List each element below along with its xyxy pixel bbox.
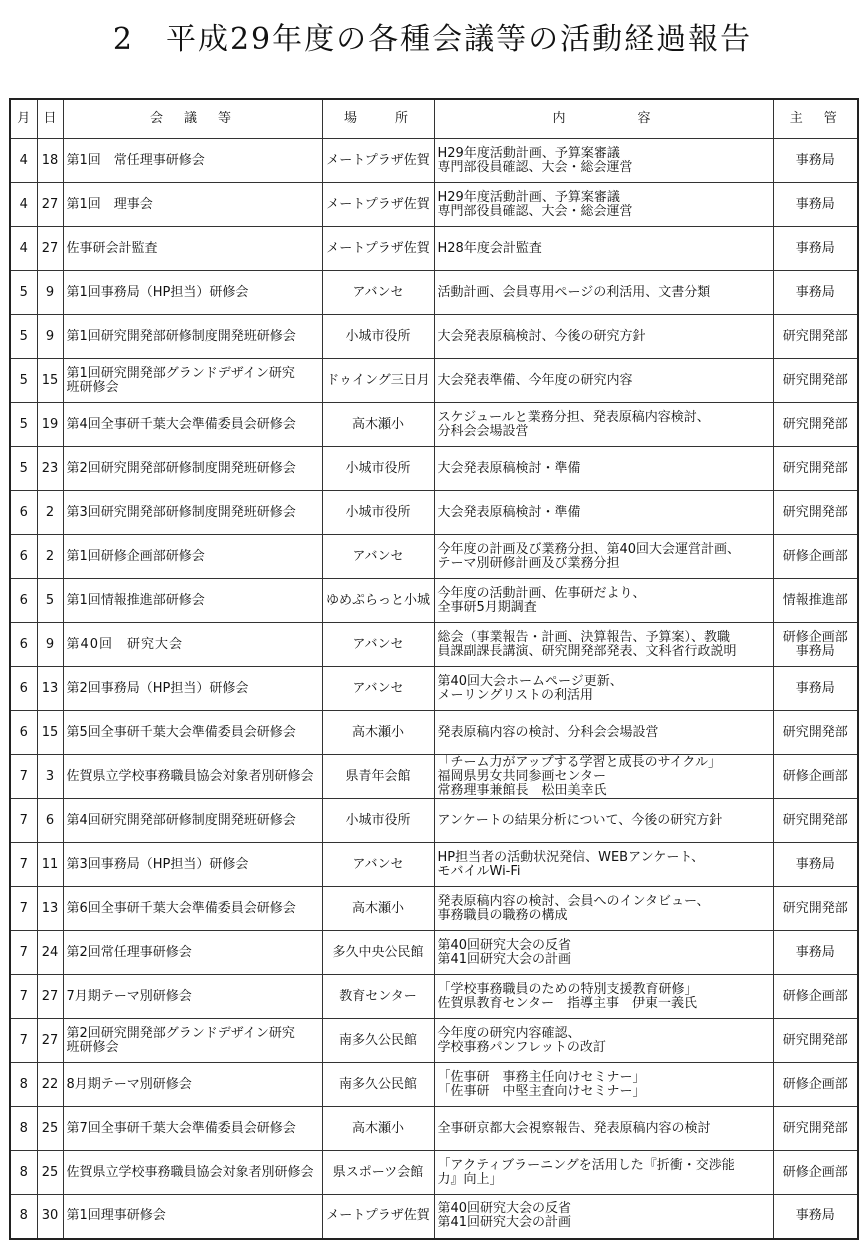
cell-content (434, 403, 773, 447)
cell-meeting-line: 第3回事務局（HP担当）研修会 (66, 856, 249, 872)
cell-organizer (773, 183, 858, 227)
cell-content-line: 員課副課長講演、研究開発部発表、文科省行政説明 (437, 643, 737, 659)
table-row (10, 1151, 858, 1195)
cell-month: 8 (10, 1063, 37, 1107)
cell-organizer (773, 579, 858, 623)
cell-day: 30 (37, 1195, 63, 1239)
cell-month: 6 (10, 535, 37, 579)
cell-content (434, 271, 773, 315)
cell-meeting (63, 1107, 322, 1151)
table-row (10, 1107, 858, 1151)
cell-organizer (773, 227, 858, 271)
cell-meeting (63, 359, 322, 403)
cell-day: 3 (37, 755, 63, 799)
cell-organizer (773, 359, 858, 403)
cell-month: 6 (10, 623, 37, 667)
cell-content (434, 755, 773, 799)
cell-place: 教育センター (322, 975, 434, 1019)
table-header-row (10, 99, 858, 139)
cell-place: アバンセ (322, 623, 434, 667)
cell-content-line: 大会発表原稿検討・準備 (437, 460, 581, 476)
cell-meeting-line: 第3回研究開発部研修制度開発班研修会 (66, 504, 296, 520)
cell-meeting-line: 班研修会 (66, 1039, 119, 1055)
cell-content-line: 総会（事業報告・計画、決算報告、予算案）、教職 (437, 629, 731, 645)
cell-meeting (63, 447, 322, 491)
cell-content-line: H29年度活動計画、予算案審議 (437, 145, 620, 161)
cell-month: 8 (10, 1195, 37, 1239)
cell-month: 4 (10, 183, 37, 227)
cell-content-line: 福岡県男女共同参画センター (437, 768, 606, 784)
cell-day: 27 (37, 975, 63, 1019)
cell-place: 高木瀬小 (322, 711, 434, 755)
cell-content (434, 491, 773, 535)
cell-content-line: モバイルWi-Fi (437, 863, 521, 879)
table-row (10, 1063, 858, 1107)
cell-meeting-line: 第5回全事研千葉大会準備委員会研修会 (66, 724, 296, 740)
cell-content-line: 力』向上」 (437, 1171, 503, 1187)
cell-day: 15 (37, 359, 63, 403)
cell-content-line: 学校事務パンフレットの改訂 (437, 1039, 606, 1055)
cell-month: 7 (10, 975, 37, 1019)
cell-content-line: 大会発表準備、今年度の研究内容 (437, 372, 633, 388)
cell-content (434, 183, 773, 227)
cell-month: 5 (10, 403, 37, 447)
cell-organizer-line: 研究開発部 (782, 900, 848, 916)
cell-day: 18 (37, 139, 63, 183)
cell-organizer-line: 事務局 (795, 152, 835, 168)
cell-organizer (773, 799, 858, 843)
cell-organizer-line: 研修企画部 (782, 629, 848, 645)
table-row (10, 447, 858, 491)
cell-content-line: 第40回研究大会の反省 (437, 937, 572, 953)
cell-place: ドゥイング三日月 (322, 359, 434, 403)
cell-content-line: 全事研5月期調査 (437, 599, 537, 615)
cell-day: 19 (37, 403, 63, 447)
cell-day: 9 (37, 271, 63, 315)
cell-meeting (63, 1151, 322, 1195)
cell-organizer (773, 975, 858, 1019)
cell-place: アバンセ (322, 667, 434, 711)
cell-meeting-line: 第2回常任理事研修会 (66, 944, 192, 960)
cell-content (434, 359, 773, 403)
cell-day: 27 (37, 183, 63, 227)
cell-organizer-line: 研修企画部 (782, 988, 848, 1004)
cell-month: 5 (10, 315, 37, 359)
cell-place: アバンセ (322, 843, 434, 887)
cell-meeting-line: 第1回事務局（HP担当）研修会 (66, 284, 249, 300)
cell-meeting-line: 第1回研究開発部グランドデザイン研究 (66, 365, 295, 381)
cell-content (434, 535, 773, 579)
table-row (10, 227, 858, 271)
cell-content-line: スケジュールと業務分担、発表原稿内容検討、 (437, 409, 710, 425)
cell-meeting-line: 第1回 常任理事研修会 (66, 152, 205, 168)
cell-content (434, 1107, 773, 1151)
cell-organizer (773, 931, 858, 975)
cell-place: 小城市役所 (322, 315, 434, 359)
cell-place: メートプラザ佐賀 (322, 183, 434, 227)
cell-meeting-line: 第40回 研究大会 (66, 636, 184, 652)
cell-place: 南多久公民館 (322, 1063, 434, 1107)
cell-content-line: 佐賀県教育センター 指導主事 伊東一義氏 (437, 995, 697, 1011)
cell-meeting-line: 第1回 理事会 (66, 196, 153, 212)
cell-content-line: 「チーム力がアップする学習と成長のサイクル」 (437, 754, 722, 770)
cell-meeting (63, 667, 322, 711)
cell-organizer (773, 887, 858, 931)
cell-meeting-line: 第6回全事研千葉大会準備委員会研修会 (66, 900, 296, 916)
cell-content-line: 「佐事研 事務主任向けセミナー」 (437, 1069, 646, 1085)
cell-day: 13 (37, 887, 63, 931)
cell-content (434, 1019, 773, 1063)
cell-organizer (773, 1195, 858, 1239)
cell-day: 23 (37, 447, 63, 491)
cell-meeting-line: 第1回情報推進部研修会 (66, 592, 205, 608)
cell-content-line: H28年度会計監査 (437, 240, 542, 256)
cell-content (434, 139, 773, 183)
cell-organizer-line: 研修企画部 (782, 768, 848, 784)
cell-organizer (773, 139, 858, 183)
cell-meeting (63, 535, 322, 579)
cell-meeting (63, 271, 322, 315)
cell-content (434, 799, 773, 843)
cell-meeting (63, 755, 322, 799)
cell-organizer (773, 535, 858, 579)
cell-month: 7 (10, 931, 37, 975)
cell-organizer (773, 623, 858, 667)
cell-content-line: アンケートの結果分析について、今後の研究方針 (437, 812, 723, 828)
table-row (10, 711, 858, 755)
cell-content-line: 「佐事研 中堅主査向けセミナー」 (437, 1083, 646, 1099)
table-row (10, 667, 858, 711)
cell-organizer (773, 315, 858, 359)
cell-organizer-line: 情報推進部 (782, 592, 848, 608)
cell-content (434, 667, 773, 711)
cell-organizer (773, 447, 858, 491)
cell-content (434, 227, 773, 271)
cell-meeting (63, 315, 322, 359)
cell-organizer-line: 研修企画部 (782, 548, 848, 564)
table-row (10, 623, 858, 667)
cell-organizer-line: 事務局 (795, 856, 835, 872)
cell-content-line: 活動計画、会員専用ページの利活用、文書分類 (437, 284, 711, 300)
cell-meeting (63, 975, 322, 1019)
cell-organizer (773, 1107, 858, 1151)
table-row (10, 139, 858, 183)
cell-place: 小城市役所 (322, 491, 434, 535)
cell-month: 5 (10, 271, 37, 315)
cell-content-line: 専門部役員確認、大会・総会運営 (437, 203, 633, 219)
cell-meeting-line: 佐賀県立学校事務職員協会対象者別研修会 (66, 1164, 314, 1180)
cell-content-line: 今年度の計画及び業務分担、第40回大会運営計画、 (437, 541, 741, 557)
table-row (10, 183, 858, 227)
cell-content-line: 今年度の研究内容確認、 (437, 1025, 581, 1041)
cell-meeting-line: 第2回研究開発部研修制度開発班研修会 (66, 460, 296, 476)
cell-organizer-line: 事務局 (795, 196, 835, 212)
cell-content-line: 第41回研究大会の計画 (437, 1215, 572, 1231)
cell-content (434, 1063, 773, 1107)
table-row (10, 755, 858, 799)
cell-day: 5 (37, 579, 63, 623)
cell-month: 6 (10, 579, 37, 623)
cell-organizer (773, 403, 858, 447)
cell-organizer-line: 研究開発部 (782, 1032, 848, 1048)
table-row (10, 931, 858, 975)
table-row (10, 1019, 858, 1063)
cell-content (434, 887, 773, 931)
cell-organizer (773, 667, 858, 711)
cell-organizer-line: 事務局 (795, 680, 835, 696)
cell-meeting (63, 579, 322, 623)
table-row (10, 843, 858, 887)
header-month: 月 (10, 99, 37, 139)
cell-month: 5 (10, 447, 37, 491)
table-row (10, 799, 858, 843)
cell-meeting (63, 799, 322, 843)
cell-day: 27 (37, 1019, 63, 1063)
cell-month: 5 (10, 359, 37, 403)
cell-day: 25 (37, 1107, 63, 1151)
table-row (10, 491, 858, 535)
cell-day: 11 (37, 843, 63, 887)
cell-content-line: 大会発表原稿検討、今後の研究方針 (437, 328, 646, 344)
cell-place: 高木瀬小 (322, 403, 434, 447)
cell-meeting-line: 班研修会 (66, 379, 119, 395)
cell-meeting-line: 7月期テーマ別研修会 (66, 988, 192, 1004)
table-row (10, 403, 858, 447)
cell-organizer (773, 1151, 858, 1195)
cell-place: 高木瀬小 (322, 1107, 434, 1151)
cell-meeting (63, 887, 322, 931)
cell-meeting (63, 931, 322, 975)
cell-content-line: 今年度の活動計画、佐事研だより、 (437, 585, 646, 601)
table-body (10, 139, 858, 1239)
cell-content (434, 843, 773, 887)
cell-content-line: 発表原稿内容の検討、分科会会場設営 (437, 724, 659, 740)
cell-place: メートプラザ佐賀 (322, 139, 434, 183)
cell-day: 15 (37, 711, 63, 755)
cell-month: 7 (10, 843, 37, 887)
cell-content-line: HP担当者の活動状況発信、WEBアンケート、 (437, 849, 705, 865)
cell-content (434, 975, 773, 1019)
cell-content (434, 623, 773, 667)
cell-organizer-line: 研究開発部 (782, 460, 848, 476)
cell-meeting-line: 佐事研会計監査 (66, 240, 158, 256)
cell-day: 22 (37, 1063, 63, 1107)
cell-place: 南多久公民館 (322, 1019, 434, 1063)
cell-day: 2 (37, 491, 63, 535)
cell-meeting-line: 第1回研修企画部研修会 (66, 548, 205, 564)
cell-meeting (63, 623, 322, 667)
cell-meeting (63, 227, 322, 271)
cell-month: 4 (10, 139, 37, 183)
table-row (10, 887, 858, 931)
cell-organizer (773, 1063, 858, 1107)
activity-report-table (9, 98, 859, 1240)
cell-month: 7 (10, 1019, 37, 1063)
cell-organizer-line: 研究開発部 (782, 416, 848, 432)
cell-organizer (773, 271, 858, 315)
cell-content (434, 315, 773, 359)
cell-organizer-line: 研究開発部 (782, 328, 848, 344)
cell-content (434, 579, 773, 623)
cell-meeting-line: 第1回研究開発部研修制度開発班研修会 (66, 328, 296, 344)
cell-meeting-line: 第2回研究開発部グランドデザイン研究 (66, 1025, 295, 1041)
cell-meeting-line: 第2回事務局（HP担当）研修会 (66, 680, 249, 696)
cell-organizer-line: 研究開発部 (782, 504, 848, 520)
table-row (10, 1195, 858, 1239)
cell-meeting-line: 8月期テーマ別研修会 (66, 1076, 192, 1092)
cell-month: 7 (10, 799, 37, 843)
cell-organizer-line: 事務局 (795, 284, 835, 300)
cell-month: 6 (10, 711, 37, 755)
cell-place: アバンセ (322, 535, 434, 579)
cell-organizer-line: 事務局 (795, 944, 835, 960)
header-meeting: 会 議 等 (63, 99, 322, 139)
cell-content-line: メーリングリストの利活用 (437, 687, 593, 703)
cell-meeting (63, 403, 322, 447)
cell-organizer (773, 843, 858, 887)
cell-day: 27 (37, 227, 63, 271)
cell-content-line: H29年度活動計画、予算案審議 (437, 189, 620, 205)
cell-content-line: 「アクティブラーニングを活用した『折衝・交渉能 (437, 1157, 735, 1173)
cell-organizer (773, 491, 858, 535)
cell-organizer-line: 研究開発部 (782, 1120, 848, 1136)
cell-day: 25 (37, 1151, 63, 1195)
cell-month: 7 (10, 887, 37, 931)
header-organizer: 主 管 (773, 99, 858, 139)
cell-meeting-line: 佐賀県立学校事務職員協会対象者別研修会 (66, 768, 314, 784)
cell-content-line: 分科会会場設営 (437, 423, 529, 439)
cell-content (434, 447, 773, 491)
cell-content-line: 第41回研究大会の計画 (437, 951, 572, 967)
cell-content-line: 常務理事兼館長 松田美幸氏 (437, 782, 607, 798)
cell-organizer-line: 研修企画部 (782, 1076, 848, 1092)
cell-content-line: 第40回大会ホームページ更新、 (437, 673, 623, 689)
cell-month: 8 (10, 1151, 37, 1195)
cell-day: 6 (37, 799, 63, 843)
cell-day: 13 (37, 667, 63, 711)
cell-content (434, 1151, 773, 1195)
cell-meeting (63, 1195, 322, 1239)
header-content: 内 容 (434, 99, 773, 139)
cell-place: 小城市役所 (322, 799, 434, 843)
table-row (10, 535, 858, 579)
cell-meeting (63, 491, 322, 535)
cell-organizer-line: 研修企画部 (782, 1164, 848, 1180)
cell-meeting (63, 183, 322, 227)
page-title: 2 平成29年度の各種会議等の活動経過報告 (112, 22, 753, 57)
cell-month: 7 (10, 755, 37, 799)
cell-day: 9 (37, 623, 63, 667)
table-row (10, 975, 858, 1019)
cell-meeting (63, 711, 322, 755)
cell-place: 県スポーツ会館 (322, 1151, 434, 1195)
cell-organizer-line: 研究開発部 (782, 724, 848, 740)
cell-organizer-line: 事務局 (795, 1208, 835, 1224)
cell-place: メートプラザ佐賀 (322, 227, 434, 271)
cell-organizer (773, 755, 858, 799)
cell-content (434, 931, 773, 975)
table-row (10, 579, 858, 623)
cell-place: 多久中央公民館 (322, 931, 434, 975)
header-place: 場 所 (322, 99, 434, 139)
cell-month: 4 (10, 227, 37, 271)
cell-organizer-line: 事務局 (795, 240, 835, 256)
cell-content-line: 発表原稿内容の検討、会員へのインタビュー、 (437, 893, 710, 909)
cell-organizer-line: 研究開発部 (782, 812, 848, 828)
cell-meeting (63, 1063, 322, 1107)
cell-content-line: テーマ別研修計画及び業務分担 (437, 555, 620, 571)
cell-month: 6 (10, 491, 37, 535)
cell-day: 9 (37, 315, 63, 359)
table-row (10, 315, 858, 359)
cell-meeting (63, 1019, 322, 1063)
cell-content-line: 事務職員の職務の構成 (437, 907, 568, 923)
cell-content (434, 711, 773, 755)
cell-content-line: 専門部役員確認、大会・総会運営 (437, 159, 633, 175)
cell-day: 24 (37, 931, 63, 975)
cell-place: 県青年会館 (322, 755, 434, 799)
cell-meeting-line: 第4回全事研千葉大会準備委員会研修会 (66, 416, 296, 432)
cell-meeting-line: 第4回研究開発部研修制度開発班研修会 (66, 812, 296, 828)
cell-place: ゆめぷらっと小城 (322, 579, 434, 623)
cell-organizer (773, 1019, 858, 1063)
cell-content-line: 第40回研究大会の反省 (437, 1201, 572, 1217)
cell-content-line: 大会発表原稿検討・準備 (437, 504, 581, 520)
cell-month: 8 (10, 1107, 37, 1151)
cell-place: 高木瀬小 (322, 887, 434, 931)
cell-meeting (63, 843, 322, 887)
cell-day: 2 (37, 535, 63, 579)
cell-meeting-line: 第1回理事研修会 (66, 1208, 166, 1224)
cell-content-line: 「学校事務職員のための特別支援教育研修」 (437, 981, 698, 997)
cell-organizer-line: 事務局 (795, 643, 835, 659)
cell-place: アバンセ (322, 271, 434, 315)
table-row (10, 271, 858, 315)
cell-meeting-line: 第7回全事研千葉大会準備委員会研修会 (66, 1120, 296, 1136)
header-day: 日 (37, 99, 63, 139)
cell-organizer-line: 研究開発部 (782, 372, 848, 388)
cell-content (434, 1195, 773, 1239)
cell-content-line: 全事研京都大会視察報告、発表原稿内容の検討 (437, 1120, 711, 1136)
table-row (10, 359, 858, 403)
cell-meeting (63, 139, 322, 183)
cell-month: 6 (10, 667, 37, 711)
cell-place: 小城市役所 (322, 447, 434, 491)
cell-organizer (773, 711, 858, 755)
cell-place: メートプラザ佐賀 (322, 1195, 434, 1239)
